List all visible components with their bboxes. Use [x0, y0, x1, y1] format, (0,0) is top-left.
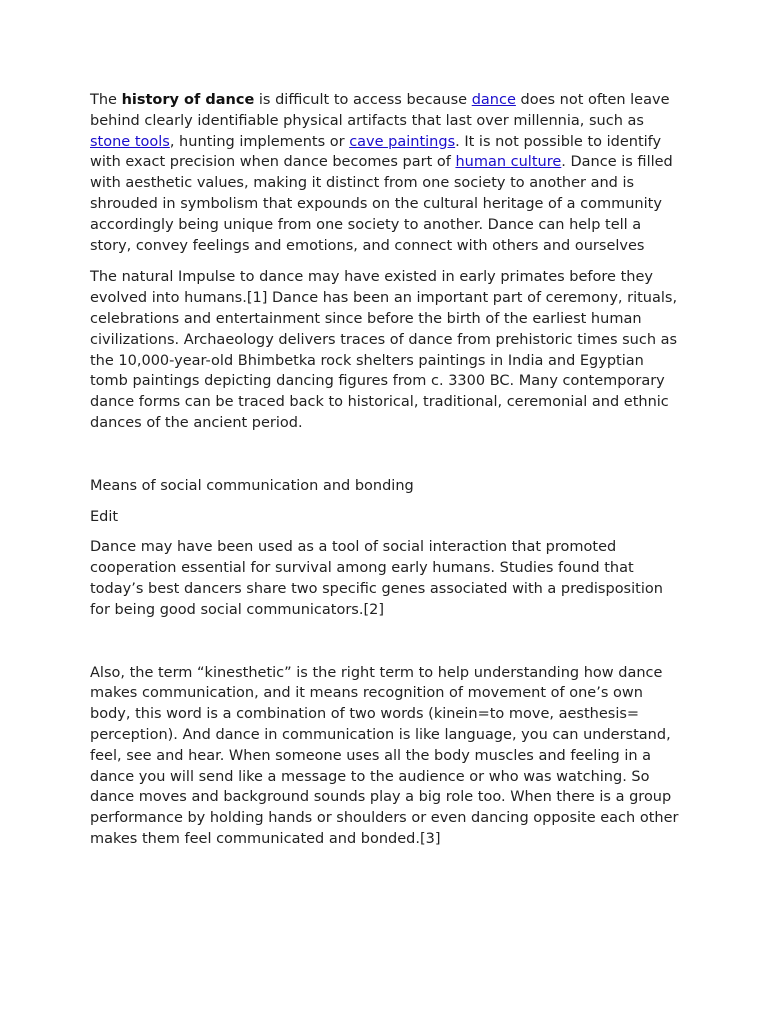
edit-label[interactable]: Edit: [90, 508, 119, 525]
article-body: [90, 90, 680, 850]
paragraph-social-interaction: Dance may have been used as a tool of social interaction that promoted cooperation essential for survival among early humans. Studies found that today’s best dancers share two specific genes associated with a predisposition for being good social communicators.[2]: [90, 539, 663, 618]
link-dance[interactable]: dance: [471, 92, 516, 108]
text-segment: is difficult to access because: [254, 92, 472, 108]
paragraph-natural-impulse: The natural Impulse to dance may have existed in early primates before they evolved into humans.[1] Dance has been an important part of ceremony, rituals, celebrations and entertainment since before the birth of the earliest human civilizations. Archaeology delivers traces of dance from prehistoric times such as the 10,000-year-old Bhimbetka rock shelters paintings in India and Egyptian tomb paintings depicting dancing figures from c. 3300 BC. Many contemporary dance forms can be traced back to historical, traditional, ceremonial and ethnic dances of the ancient period.: [90, 269, 678, 431]
bold-term-history-of-dance: history of dance: [121, 92, 255, 108]
paragraph-intro: [90, 90, 680, 256]
text-segment: . Dance is filled with aesthetic values, making it distinct from one society to another and is shrouded in symbolism that expounds on the cultural heritage of a community accordingly being unique from one society to another. Dance can help tell a story, convey feelings and emotions, and connect with others and ourselves: [90, 154, 673, 254]
text-segment: , hunting implements or: [169, 133, 350, 150]
link-human-culture[interactable]: human culture: [455, 154, 562, 171]
text-segment: The: [90, 92, 122, 108]
text-segment: does not often leave behind clearly identifiable physical artifacts that last over millennia, such as: [90, 92, 670, 129]
link-stone-tools[interactable]: stone tools: [90, 133, 170, 150]
section-heading: Means of social communication and bonding: [90, 477, 414, 494]
link-cave-paintings[interactable]: cave paintings: [349, 133, 456, 150]
text-segment: . It is not possible to identify with exact precision when dance becomes part of: [90, 133, 662, 171]
paragraph-kinesthetic: Also, the term “kinesthetic” is the right term to help understanding how dance makes communication, and it means recognition of movement of one’s own body, this word is a combination of two words (kinein=to move, aesthesis= perception). And dance in communication is like language, you can understand, feel, see and hear. When someone uses all the body muscles and feeling in a dance you will send like a message to the audience or who was watching. So dance moves and background sounds play a big role too. When there is a group performance by holding hands or shoulders or even dancing opposite each other makes them feel communicated and bonded.[3]: [90, 664, 679, 847]
